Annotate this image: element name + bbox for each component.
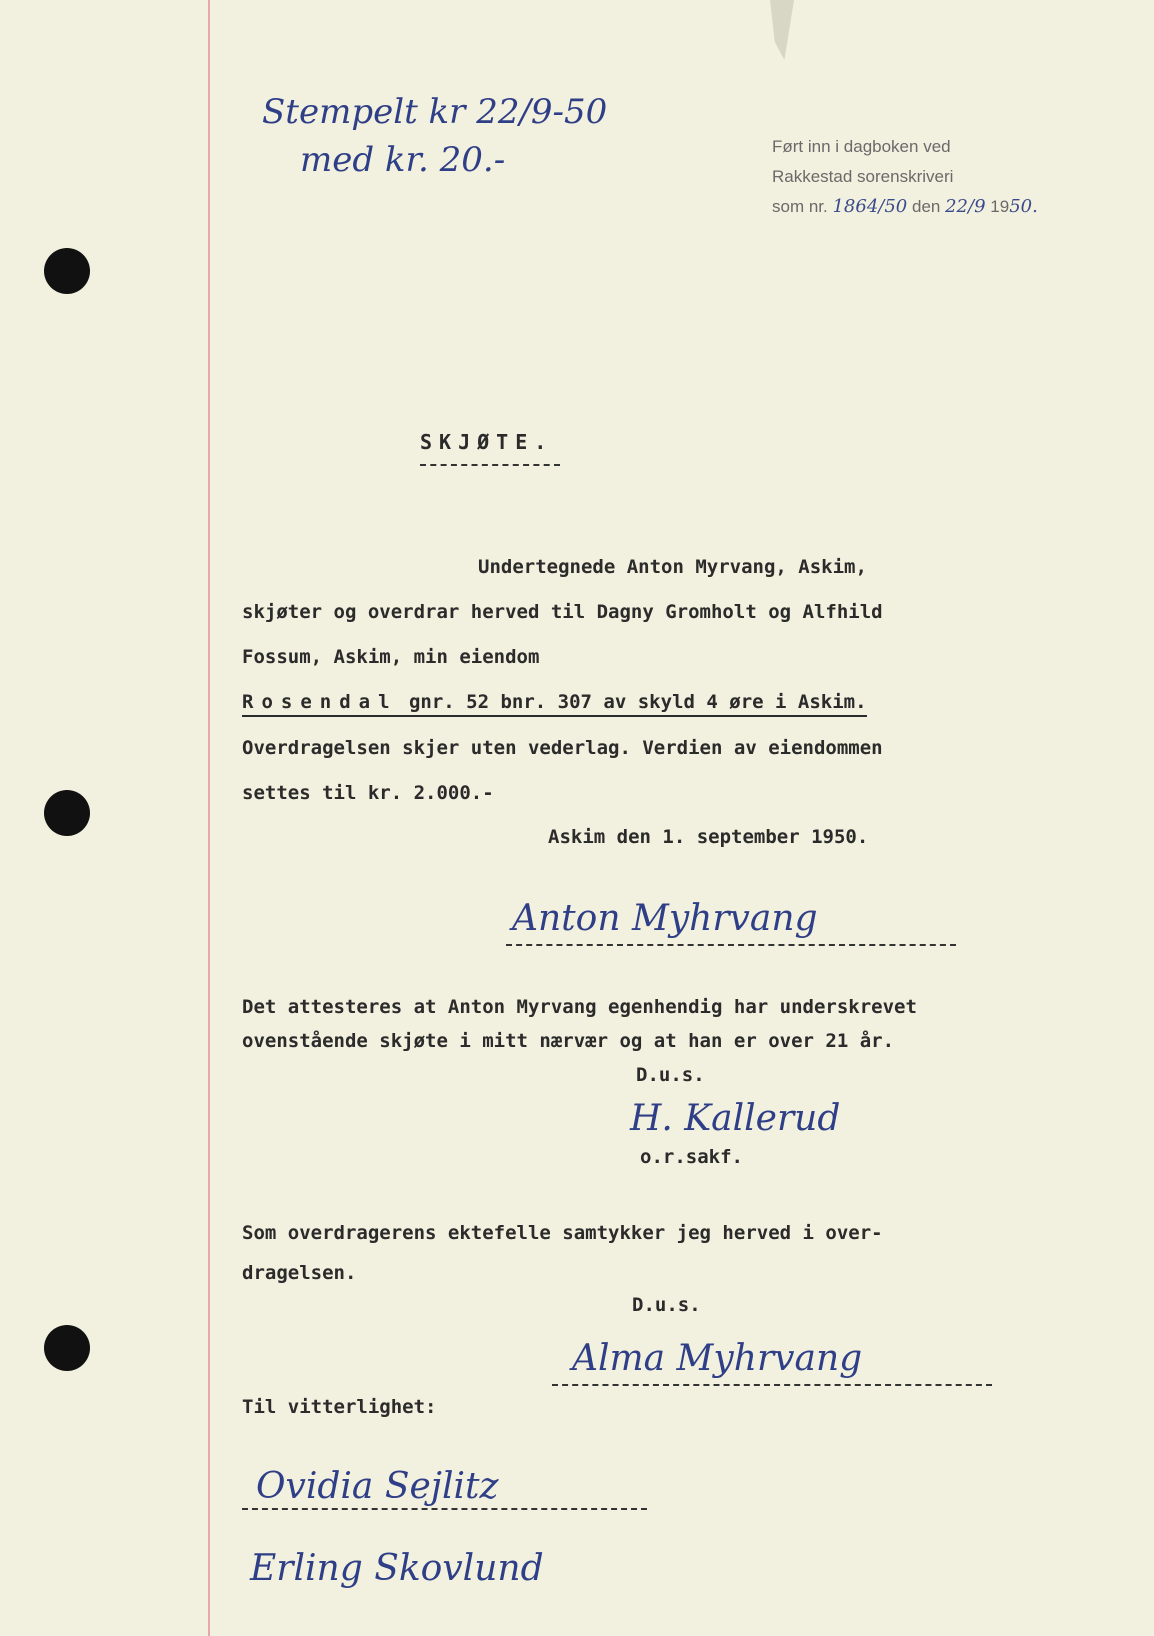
attestation-line1: Det attesteres at Anton Myrvang egenhendig har underskrevet xyxy=(242,996,917,1018)
consent-line1: Som overdragerens ektefelle samtykker jeg herved i over- xyxy=(242,1222,883,1244)
consent-dus: D.u.s. xyxy=(632,1294,701,1316)
stamp-line2: Rakkestad sorenskriveri xyxy=(772,167,954,186)
body-line2: skjøter og overdrar herved til Dagny Gromholt og Alfhild xyxy=(242,601,883,623)
torn-corner xyxy=(770,0,794,60)
stamp-den: den xyxy=(912,197,941,216)
punch-hole xyxy=(44,248,90,294)
spouse-signature-line xyxy=(552,1384,992,1386)
journal-number: 1864/50 xyxy=(832,196,908,217)
stamp-line1: Ført inn i dagboken ved xyxy=(772,137,951,156)
attestor-signature: H. Kallerud xyxy=(630,1098,841,1139)
stamp-duty-note-line1: Stempelt kr 22/9-50 xyxy=(262,92,608,132)
consent-line2: dragelsen. xyxy=(242,1262,357,1284)
witness1-signature: Ovidia Sejlitz xyxy=(256,1466,499,1507)
owner-signature-line xyxy=(506,944,956,946)
punch-hole xyxy=(44,1325,90,1371)
witness1-signature-line xyxy=(242,1508,647,1510)
stamp-duty-note-line2: med kr. 20.- xyxy=(300,140,506,180)
witness-label: Til vitterlighet: xyxy=(242,1396,437,1418)
stamp-year-prefix: 19 xyxy=(990,197,1010,216)
journal-date: 22/9 xyxy=(945,196,986,217)
body-line6: settes til kr. 2.000.- xyxy=(242,782,494,804)
spouse-signature: Alma Myhrvang xyxy=(572,1338,863,1379)
stamp-prefix: som nr. xyxy=(772,197,828,216)
margin-line xyxy=(208,0,210,1636)
property-details: gnr. 52 bnr. 307 av skyld 4 øre i Askim. xyxy=(408,691,867,713)
attestor-title: o.r.sakf. xyxy=(640,1146,743,1168)
stamp-line3 xyxy=(772,192,1038,222)
property-line xyxy=(242,691,867,717)
registration-stamp xyxy=(772,132,1038,222)
place-date: Askim den 1. september 1950. xyxy=(548,826,869,848)
owner-signature: Anton Myhrvang xyxy=(512,898,818,939)
title-underline xyxy=(420,464,560,466)
attestation-dus: D.u.s. xyxy=(636,1064,705,1086)
punch-hole xyxy=(44,790,90,836)
body-line3: Fossum, Askim, min eiendom xyxy=(242,646,540,668)
stamp-year-suffix: 50. xyxy=(1009,196,1038,217)
document-title: SKJØTE. xyxy=(420,430,554,454)
body-line5: Overdragelsen skjer uten vederlag. Verdien av eiendommen xyxy=(242,737,883,759)
body-line1: Undertegnede Anton Myrvang, Askim, xyxy=(478,556,867,578)
witness2-signature: Erling Skovlund xyxy=(250,1548,544,1589)
property-name: Rosendal xyxy=(242,691,398,713)
attestation-line2: ovenstående skjøte i mitt nærvær og at han er over 21 år. xyxy=(242,1030,895,1052)
